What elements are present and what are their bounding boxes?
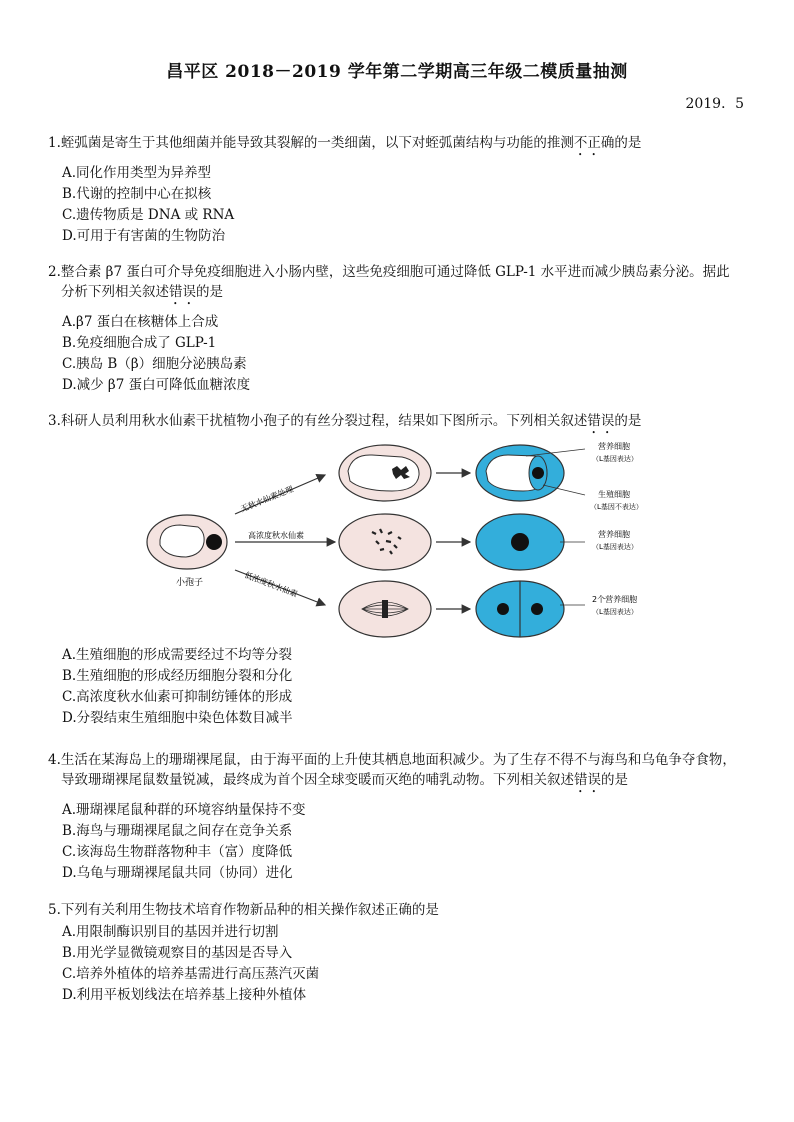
microspore-cell [147,515,227,569]
microspore-figure [140,437,680,642]
callout-vegetative-cell-1-note: （L基因表达） [592,455,638,463]
question-3-options [48,645,753,729]
option-d: D.分裂结束生殖细胞中染色体数目减半 [62,710,293,726]
exam-date: 2019．5 [685,96,744,112]
arrow-label-high: 高浓度秋水仙素 [248,531,304,540]
question-stem: 4.生活在某海岛上的珊瑚裸尾鼠，由于海平面的上升使其栖息地面积减少。为了生存不得不与海鸟和乌龟争夺食物， [48,752,736,768]
question-stem-cont: 导致珊瑚裸尾鼠数量锐减，最终成为首个因全球变暖而灭绝的哺乳动物。下列相关叙述错误的是 [61,772,628,788]
option-d: D.乌龟与珊瑚裸尾鼠共同（协同）进化 [62,865,293,881]
callout-vegetative-cell-1: 营养细胞 [598,442,630,451]
option-c: C.胰岛 B（β）细胞分泌胰岛素 [62,356,247,372]
arrow-label-low: 低浓度秋水仙素 [243,570,299,599]
callout-two-vegetative-cells-note: （L基因表达） [592,608,638,616]
option-d: D.减少 β7 蛋白可降低血糖浓度 [62,377,251,393]
question-stem: 5.下列有关利用生物技术培育作物新品种的相关操作叙述正确的是 [48,902,439,918]
nucleus [206,534,222,550]
option-d: D.利用平板划线法在培养基上接种外植体 [62,987,307,1003]
question-stem: 3.科研人员利用秋水仙素干扰植物小孢子的有丝分裂过程，结果如下图所示。下列相关叙述错误的是 [48,413,642,429]
option-c: C.培养外植体的培养基需进行高压蒸汽灭菌 [62,966,320,982]
callout-vegetative-cell-2: 营养细胞 [598,530,630,539]
result-cell-low-dose [476,581,564,637]
page-title: 昌平区 2018－2019 学年第二学期高三年级二模质量抽测 [166,62,628,82]
question-5 [48,900,753,1006]
option-a: A.用限制酶识别目的基因并进行切割 [62,924,279,940]
option-a: A.同化作用类型为异养型 [62,165,212,181]
question-2 [48,262,753,396]
option-b: B.海鸟与珊瑚裸尾鼠之间存在竞争关系 [62,823,293,839]
emphasis-text: 错误 [169,284,196,300]
option-d: D.可用于有害菌的生物防治 [62,228,226,244]
emphasis-text: 错误 [587,413,615,429]
option-c: C.高浓度秋水仙素可抑制纺锤体的形成 [62,689,293,705]
question-stem-cont: 分析下列相关叙述错误的是 [61,284,223,300]
question-stem: 2.整合素 β7 蛋白可介导免疫细胞进入小肠内壁，这些免疫细胞可通过降低 GLP-1 水平进而减少胰岛素分泌。据此 [48,264,730,280]
option-c: C.遗传物质是 DNA 或 RNA [62,207,235,223]
option-b: B.用光学显微镜观察目的基因是否导入 [62,945,293,961]
option-a: A.β7 蛋白在核糖体上合成 [62,314,219,330]
question-3 [48,411,753,437]
option-b: B.生殖细胞的形成经历细胞分裂和分化 [62,668,293,684]
mitosis-cell-high-dose [339,514,431,570]
question-stem: 1.蛭弧菌是寄生于其他细菌并能导致其裂解的一类细菌，以下对蛭弧菌结构与功能的推测不正确的是 [48,135,642,151]
emphasis-text: 不正 [573,135,601,151]
callout-generative-cell: 生殖细胞 [598,490,630,499]
mitosis-cell-low-dose [339,581,431,637]
callout-vegetative-cell-2-note: （L基因表达） [592,543,638,551]
mitosis-cell-untreated [339,445,431,501]
callout-two-vegetative-cells: 2个营养细胞 [592,595,638,604]
result-cell-high-dose [476,514,564,570]
question-1 [48,133,753,247]
option-b: B.免疫细胞合成了 GLP-1 [62,335,217,351]
microspore-label: 小孢子 [176,578,204,588]
question-4 [48,750,753,884]
callout-generative-cell-note: （L基因不表达） [590,503,643,511]
emphasis-text: 错误 [574,772,601,788]
option-b: B.代谢的控制中心在拟核 [62,186,212,202]
option-c: C.该海岛生物群落物种丰（富）度降低 [62,844,293,860]
arrow-label-untreated: 无秋水仙素处理 [239,484,295,514]
option-a: A.生殖细胞的形成需要经过不均等分裂 [62,647,293,663]
option-a: A.珊瑚裸尾鼠种群的环境容纳量保持不变 [62,802,306,818]
